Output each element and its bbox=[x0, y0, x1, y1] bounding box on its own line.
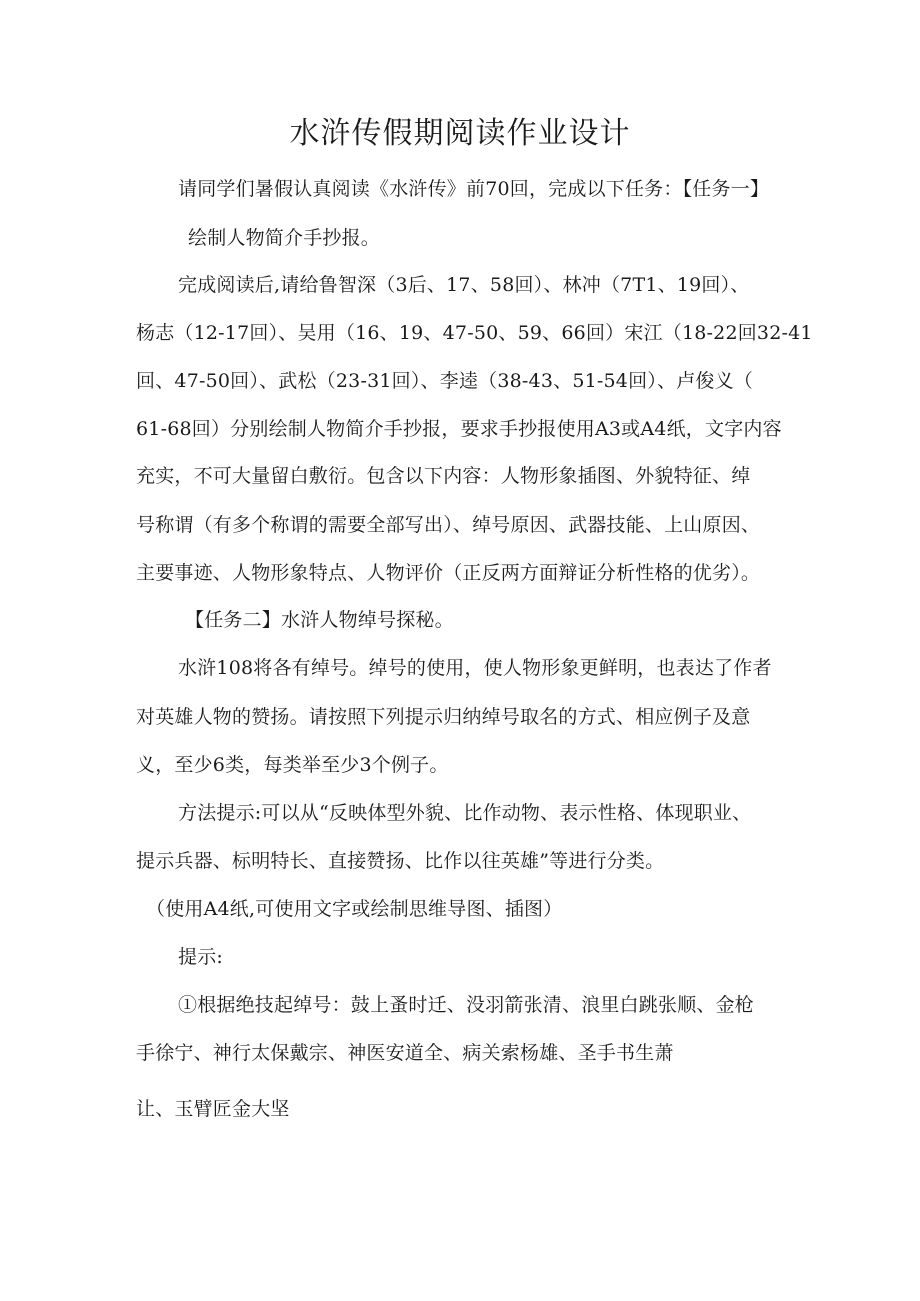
task-one-body-line-2: 杨志（12-17回）、吴用（16、19、47-50、59、66回）宋江（18-22回32-41 bbox=[136, 322, 813, 344]
method-hint-line-1: 方法提示:可以从“反映体型外貌、比作动物、表示性格、体现职业、 bbox=[178, 802, 752, 824]
paper-note-line: （使用A4纸,可使用文字或绘制思维导图、插图） bbox=[146, 898, 563, 920]
method-hint-line-2: 提示兵器、标明特长、直接赞扬、比作以往英雄”等进行分类。 bbox=[136, 850, 665, 872]
hint-item-line-3: 让、玉臂匠金大坚 bbox=[136, 1098, 290, 1120]
hint-item-line-1: ①根据绝技起绰号：鼓上蚤时迁、没羽箭张清、浪里白跳张顺、金枪 bbox=[178, 994, 755, 1016]
hint-label-line: 提示: bbox=[178, 946, 224, 968]
task-two-heading-line: 【任务二】水浒人物绰号探秘。 bbox=[185, 609, 454, 631]
task-one-body-line-1: 完成阅读后,请给鲁智深（3后、17、58回）、林冲（7T1、19回）、 bbox=[178, 274, 750, 296]
task-one-body-line-5: 充实，不可大量留白敷衍。包含以下内容：人物形象插图、外貌特征、绰 bbox=[136, 465, 751, 487]
task-one-body-line-3: 回、47-50回）、武松（23-31回）、李逵（38-43、51-54回）、卢俊义（ bbox=[136, 370, 753, 392]
task-two-body-line-1: 水浒108将各有绰号。绰号的使用，使人物形象更鲜明，也表达了作者 bbox=[178, 657, 772, 679]
task-two-body-line-2: 对英雄人物的赞扬。请按照下列提示归纳绰号取名的方式、相应例子及意 bbox=[136, 706, 751, 728]
task-one-body-line-6: 号称谓（有多个称谓的需要全部写出）、绰号原因、武器技能、上山原因、 bbox=[136, 514, 761, 536]
task-two-body-line-3: 义，至少6类，每类举至少3个例子。 bbox=[136, 754, 449, 776]
task-one-body-line-4: 61-68回）分别绘制人物简介手抄报，要求手抄报使用A3或A4纸，文字内容 bbox=[136, 418, 782, 440]
task-one-intro-line: 请同学们暑假认真阅读《水浒传》前70回，完成以下任务：【任务一】 bbox=[178, 178, 770, 200]
task-one-heading-line: 绘制人物简介手抄报。 bbox=[188, 227, 381, 249]
hint-item-line-2: 手徐宁、神行太保戴宗、神医安道全、病关索杨雄、圣手书生萧 bbox=[136, 1042, 674, 1064]
document-title: 水浒传假期阅读作业设计 bbox=[289, 116, 631, 151]
task-one-body-line-7: 主要事迹、人物形象特点、人物评价（正反两方面辩证分析性格的优劣）。 bbox=[136, 562, 761, 584]
